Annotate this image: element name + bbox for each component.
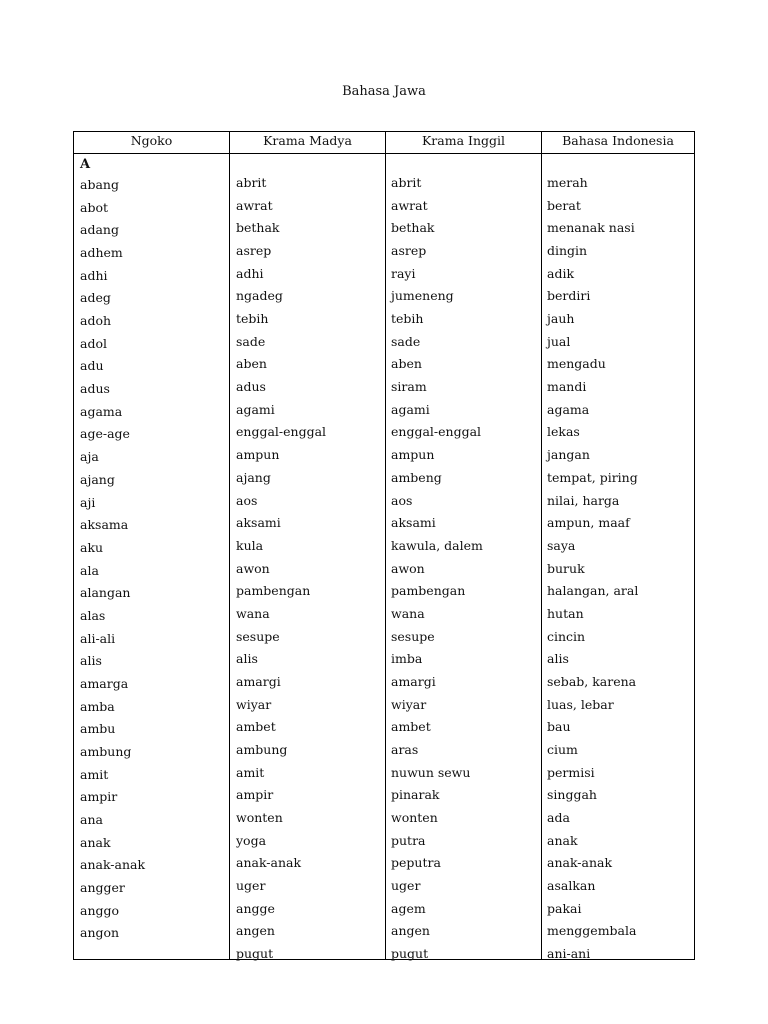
ngoko-word: alangan xyxy=(80,585,131,601)
bahasa-indonesia-word: saya xyxy=(547,537,576,553)
krama-inggil-word: wonten xyxy=(391,810,438,826)
ngoko-word: aja xyxy=(80,449,99,465)
bahasa-indonesia-word: alis xyxy=(547,651,569,667)
bahasa-indonesia-word: sebab, karena xyxy=(547,673,637,689)
bahasa-indonesia-word: singgah xyxy=(547,787,597,803)
krama-madya-word: wana xyxy=(236,605,270,621)
krama-inggil-word: uger xyxy=(391,878,421,894)
ngoko-word: adu xyxy=(80,358,104,374)
krama-madya-word: wiyar xyxy=(236,696,272,712)
ngoko-word: adang xyxy=(80,222,119,238)
krama-inggil-word: rayi xyxy=(391,265,416,281)
ngoko-word: alis xyxy=(80,653,102,669)
krama-inggil-word: aben xyxy=(391,356,422,372)
page-title: Bahasa Jawa xyxy=(342,84,426,99)
bahasa-indonesia-word: menanak nasi xyxy=(547,220,635,236)
bahasa-indonesia-word: lekas xyxy=(547,424,580,440)
krama-inggil-word: nuwun sewu xyxy=(391,764,471,780)
header-krama-inggil: Krama Inggil xyxy=(421,133,506,148)
krama-inggil-word: pambengan xyxy=(391,583,466,599)
krama-madya-word: enggal-enggal xyxy=(236,424,327,440)
krama-inggil-word: ampun xyxy=(391,447,435,463)
ngoko-word: agama xyxy=(80,403,123,419)
ngoko-word: ali-ali xyxy=(80,630,116,646)
krama-madya-word: abrit xyxy=(236,175,267,190)
krama-madya-word: awon xyxy=(236,560,270,576)
bahasa-indonesia-word: ada xyxy=(547,810,570,826)
bahasa-indonesia-word: dingin xyxy=(547,243,588,259)
bahasa-indonesia-word: jual xyxy=(547,333,571,349)
krama-madya-word: sesupe xyxy=(236,628,280,644)
krama-inggil-word: wana xyxy=(391,605,425,621)
krama-madya-word: wonten xyxy=(236,810,283,826)
bahasa-indonesia-word: merah xyxy=(547,175,588,190)
bahasa-indonesia-word: bau xyxy=(547,719,571,735)
krama-madya-word: angge xyxy=(236,900,275,916)
krama-madya-word: tebih xyxy=(236,311,269,327)
krama-inggil-word: pinarak xyxy=(391,787,440,803)
krama-inggil-word: ambeng xyxy=(391,469,442,485)
header-krama-madya: Krama Madya xyxy=(263,133,352,148)
bahasa-indonesia-word: mengadu xyxy=(547,356,606,372)
krama-inggil-word: wiyar xyxy=(391,696,427,712)
krama-madya-word: alis xyxy=(236,651,258,667)
bahasa-indonesia-word: pakai xyxy=(547,900,582,916)
ngoko-word: adhem xyxy=(80,245,123,261)
krama-inggil-word: jumeneng xyxy=(391,288,454,304)
header-ngoko: Ngoko xyxy=(130,133,173,148)
bahasa-indonesia-word: permisi xyxy=(547,764,595,780)
krama-madya-word: pugut xyxy=(236,946,274,962)
krama-madya-word: ajang xyxy=(236,469,271,485)
krama-madya-word: sade xyxy=(236,333,266,349)
krama-inggil-word: awon xyxy=(391,560,425,576)
ngoko-word: adol xyxy=(80,335,107,351)
column-divider xyxy=(229,132,230,959)
bahasa-indonesia-word: buruk xyxy=(547,560,585,576)
krama-inggil-word: asrep xyxy=(391,243,427,259)
krama-madya-word: kula xyxy=(236,537,264,553)
ngoko-word: alas xyxy=(80,607,106,623)
vocabulary-table xyxy=(73,131,695,960)
bahasa-indonesia-word: jangan xyxy=(547,447,590,463)
ngoko-word: angger xyxy=(80,880,125,896)
bahasa-indonesia-word: cium xyxy=(547,742,578,757)
krama-inggil-word: aos xyxy=(391,492,413,508)
bahasa-indonesia-word: ampun, maaf xyxy=(547,515,630,531)
krama-inggil-word: abrit xyxy=(391,175,422,190)
krama-madya-word: ampun xyxy=(236,447,280,463)
bahasa-indonesia-word: anak xyxy=(547,832,578,848)
bahasa-indonesia-word: menggembala xyxy=(547,923,637,939)
krama-inggil-word: agami xyxy=(391,401,430,417)
ngoko-word: anak-anak xyxy=(80,857,146,873)
ngoko-word: aku xyxy=(80,539,104,555)
krama-inggil-word: agem xyxy=(391,900,426,916)
krama-madya-word: adhi xyxy=(236,265,264,281)
krama-madya-word: ampir xyxy=(236,787,274,803)
krama-madya-word: bethak xyxy=(236,220,280,236)
krama-inggil-word: sade xyxy=(391,333,421,349)
ngoko-word: angon xyxy=(80,925,120,941)
krama-madya-word: amit xyxy=(236,764,265,780)
ngoko-word: amba xyxy=(80,698,115,714)
bahasa-indonesia-word: berdiri xyxy=(547,288,591,304)
krama-inggil-word: sesupe xyxy=(391,628,435,644)
header-bahasa-indonesia: Bahasa Indonesia xyxy=(562,133,674,148)
krama-madya-word: aos xyxy=(236,492,258,508)
ngoko-word: ampir xyxy=(80,789,118,805)
krama-madya-word: asrep xyxy=(236,243,272,259)
bahasa-indonesia-word: hutan xyxy=(547,605,584,621)
krama-inggil-word: siram xyxy=(391,379,427,395)
bahasa-indonesia-word: tempat, piring xyxy=(547,469,638,485)
krama-inggil-word: angen xyxy=(391,923,430,939)
ngoko-word: amit xyxy=(80,766,109,782)
ngoko-word: adoh xyxy=(80,313,112,329)
ngoko-word: aksama xyxy=(80,517,129,533)
krama-inggil-word: aras xyxy=(391,742,419,757)
ngoko-word: amarga xyxy=(80,675,129,691)
bahasa-indonesia-word: adik xyxy=(547,265,575,281)
krama-madya-word: angen xyxy=(236,923,275,939)
krama-madya-word: anak-anak xyxy=(236,855,302,871)
bahasa-indonesia-word: nilai, harga xyxy=(547,492,620,508)
krama-inggil-word: aksami xyxy=(391,515,436,531)
krama-madya-word: ambet xyxy=(236,719,276,735)
ngoko-word: ana xyxy=(80,812,103,828)
bahasa-indonesia-word: mandi xyxy=(547,379,587,395)
krama-inggil-word: awrat xyxy=(391,197,428,213)
ngoko-word: ambung xyxy=(80,744,132,759)
bahasa-indonesia-word: ani-ani xyxy=(547,946,591,962)
ngoko-word: adeg xyxy=(80,290,111,306)
krama-inggil-word: enggal-enggal xyxy=(391,424,482,440)
ngoko-word: ala xyxy=(80,562,99,578)
krama-inggil-word: imba xyxy=(391,651,423,667)
ngoko-word: aji xyxy=(80,494,96,510)
krama-madya-word: aksami xyxy=(236,515,281,531)
krama-madya-word: adus xyxy=(236,379,266,395)
ngoko-word: abot xyxy=(80,199,109,215)
bahasa-indonesia-word: anak-anak xyxy=(547,855,613,871)
bahasa-indonesia-word: jauh xyxy=(547,311,575,327)
ngoko-word: adhi xyxy=(80,267,108,283)
krama-madya-word: amargi xyxy=(236,673,281,689)
krama-madya-word: yoga xyxy=(236,832,267,848)
ngoko-word: age-age xyxy=(80,426,130,442)
krama-inggil-word: amargi xyxy=(391,673,436,689)
ngoko-word: adus xyxy=(80,381,110,397)
section-letter: A xyxy=(80,157,91,172)
krama-inggil-word: peputra xyxy=(391,855,441,871)
krama-inggil-word: putra xyxy=(391,832,426,848)
ngoko-word: anak xyxy=(80,834,111,850)
krama-madya-word: ambung xyxy=(236,742,288,757)
krama-madya-word: agami xyxy=(236,401,275,417)
bahasa-indonesia-word: luas, lebar xyxy=(547,696,614,712)
ngoko-word: ambu xyxy=(80,721,116,737)
krama-inggil-word: tebih xyxy=(391,311,424,327)
ngoko-word: anggo xyxy=(80,902,120,918)
bahasa-indonesia-word: asalkan xyxy=(547,878,596,894)
table-header-row xyxy=(74,132,694,154)
krama-inggil-word: pugut xyxy=(391,946,429,962)
krama-madya-word: awrat xyxy=(236,197,273,213)
ngoko-word: ajang xyxy=(80,471,115,487)
bahasa-indonesia-word: agama xyxy=(547,401,590,417)
column-divider xyxy=(385,132,386,959)
krama-madya-word: pambengan xyxy=(236,583,311,599)
krama-inggil-word: kawula, dalem xyxy=(391,537,483,553)
bahasa-indonesia-word: berat xyxy=(547,197,581,213)
column-divider xyxy=(541,132,542,959)
krama-madya-word: uger xyxy=(236,878,266,894)
bahasa-indonesia-word: halangan, aral xyxy=(547,583,639,599)
krama-madya-word: ngadeg xyxy=(236,288,283,304)
krama-madya-word: aben xyxy=(236,356,267,372)
krama-inggil-word: bethak xyxy=(391,220,435,236)
ngoko-word: abang xyxy=(80,177,119,192)
bahasa-indonesia-word: cincin xyxy=(547,628,586,644)
krama-inggil-word: ambet xyxy=(391,719,431,735)
